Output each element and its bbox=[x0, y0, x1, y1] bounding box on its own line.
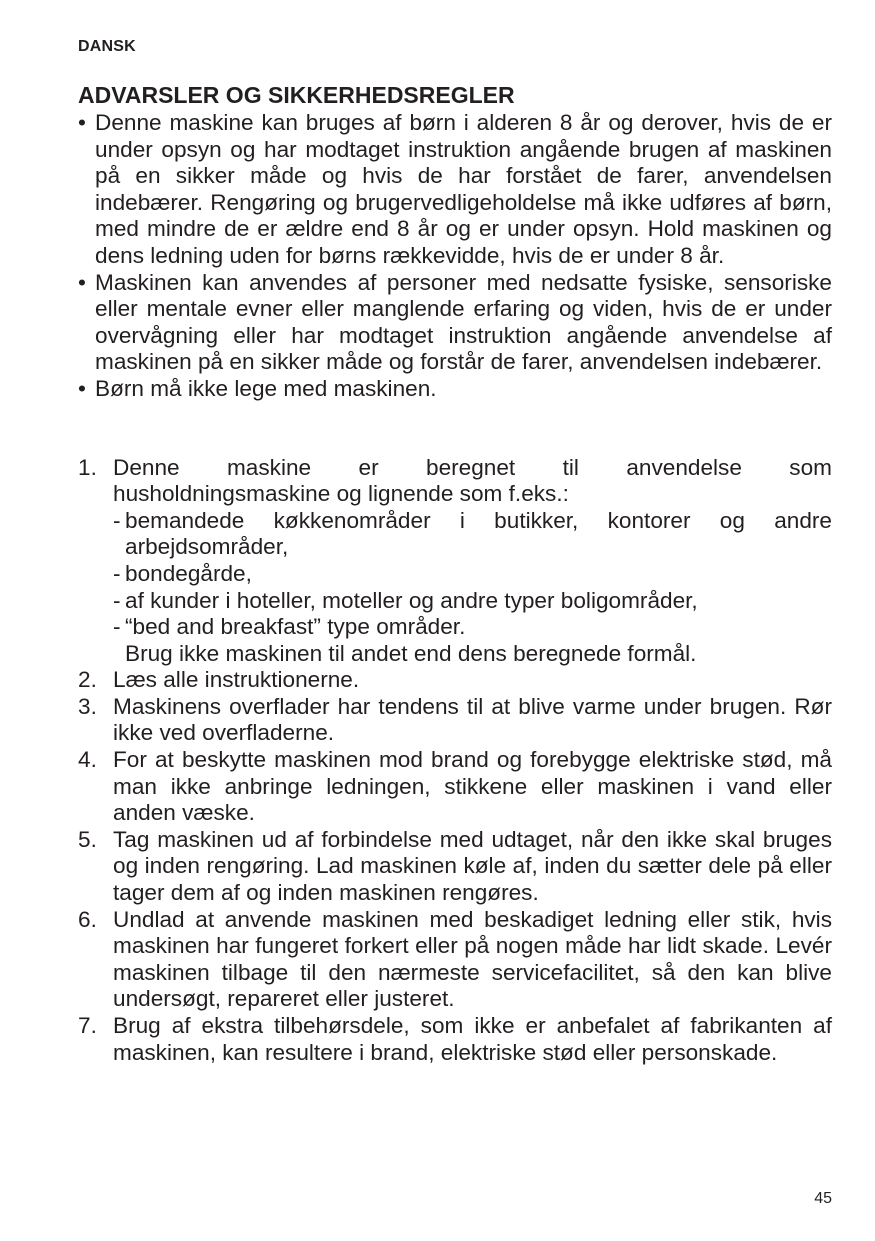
document-body bbox=[78, 80, 832, 1066]
warning-text: Maskinen kan anvendes af personer med nedsatte fysiske, sensoriske eller mentale evner eller manglende erfaring og viden, hvis de er under overvågning eller har modtaget instruktion angående anvendelse af maskinen på en sikker måde og forstår de farer, anvendelsen indebærer. bbox=[95, 269, 832, 375]
rule-number: 7. bbox=[78, 1013, 97, 1038]
rule-text: Brug af ekstra tilbehørsdele, som ikke er anbefalet af fabrikanten af maskinen, kan resultere i brand, elektriske stød eller personskade. bbox=[113, 1013, 832, 1065]
rule-number: 4. bbox=[78, 747, 97, 773]
rule-item bbox=[78, 667, 832, 694]
dash-icon: - bbox=[113, 560, 121, 586]
rule-number: 1. bbox=[78, 454, 97, 480]
rule-item bbox=[78, 907, 832, 1013]
rule-number: 5. bbox=[78, 826, 97, 852]
warning-text: Børn må ikke lege med maskinen. bbox=[95, 375, 437, 401]
dash-icon: - bbox=[113, 587, 121, 613]
usage-subitem-text: bemandede køkkenområder i butikker, kontorer og andre arbejdsområder, bbox=[125, 507, 832, 560]
rule-number: 3. bbox=[78, 693, 97, 719]
bullet-icon: • bbox=[78, 110, 86, 135]
rule-item bbox=[78, 455, 832, 668]
usage-subitem bbox=[113, 588, 832, 615]
warning-item bbox=[78, 110, 832, 270]
rule-number: 6. bbox=[78, 906, 97, 932]
rule-text: Undlad at anvende maskinen med beskadiget ledning eller stik, hvis maskinen har fungeret forkert eller på nogen måde har lidt skade. Levér maskinen tilbage til den nærmeste servicefacilitet, så den kan blive undersøgt, repareret eller justeret. bbox=[113, 906, 832, 1012]
rule-text-line: Denne maskine er beregnet til anvendelse som bbox=[113, 454, 832, 480]
section-title: ADVARSLER OG SIKKERHEDSREGLER bbox=[78, 82, 515, 108]
warning-item bbox=[78, 270, 832, 376]
warning-text: Denne maskine kan bruges af børn i alderen 8 år og derover, hvis de er under opsyn og har modtaget instruktion angående brugen af maskinen på en sikker måde og hvis de har forstået de farer, anvendelsen indebærer. Rengøring og brugervedligeholdelse må ikke udføres af børn, med mindre de er ældre end 8 år og er under opsyn. Hold maskinen og dens ledning uden for børns rækkevidde, hvis de er under 8 år. bbox=[95, 110, 832, 268]
rule-closing-text: Brug ikke maskinen til andet end dens beregnede formål. bbox=[125, 640, 697, 666]
rule-item bbox=[78, 694, 832, 747]
rule-text: Maskinens overflader har tendens til at blive varme under brugen. Rør ikke ved overfladerne. bbox=[113, 693, 832, 746]
rules-list bbox=[78, 455, 832, 1067]
warning-item bbox=[78, 376, 832, 403]
language-label: DANSK bbox=[78, 38, 136, 55]
bullet-icon: • bbox=[78, 375, 86, 401]
rule-number: 2. bbox=[78, 667, 97, 693]
rule-text: Tag maskinen ud af forbindelse med udtaget, når den ikke skal bruges og inden rengøring. Lad maskinen køle af, inden du sætter dele på eller tager dem af og inden maskinen rengøres. bbox=[113, 826, 832, 906]
usage-subitem bbox=[113, 561, 832, 588]
page-number: 45 bbox=[814, 1190, 832, 1207]
usage-sublist bbox=[113, 508, 832, 641]
rule-text: Læs alle instruktionerne. bbox=[113, 667, 360, 693]
rule-text-line: husholdningsmaskine og lignende som f.eks.: bbox=[113, 481, 569, 507]
rule-item bbox=[78, 747, 832, 827]
dash-icon: - bbox=[113, 507, 121, 533]
rule-text: For at beskytte maskinen mod brand og forebygge elektriske stød, må man ikke anbringe ledningen, stikkene eller maskinen i vand eller anden væske. bbox=[113, 747, 832, 826]
usage-subitem-text: bondegårde, bbox=[125, 560, 252, 586]
warnings-list bbox=[78, 110, 832, 403]
rule-item bbox=[78, 827, 832, 907]
usage-subitem bbox=[113, 508, 832, 561]
rule-item bbox=[78, 1013, 832, 1066]
usage-subitem bbox=[113, 614, 832, 641]
dash-icon: - bbox=[113, 614, 121, 640]
usage-subitem-text: “bed and breakfast” type områder. bbox=[125, 614, 466, 640]
bullet-icon: • bbox=[78, 269, 86, 295]
usage-subitem-text: af kunder i hoteller, moteller og andre typer boligområder, bbox=[125, 587, 698, 613]
